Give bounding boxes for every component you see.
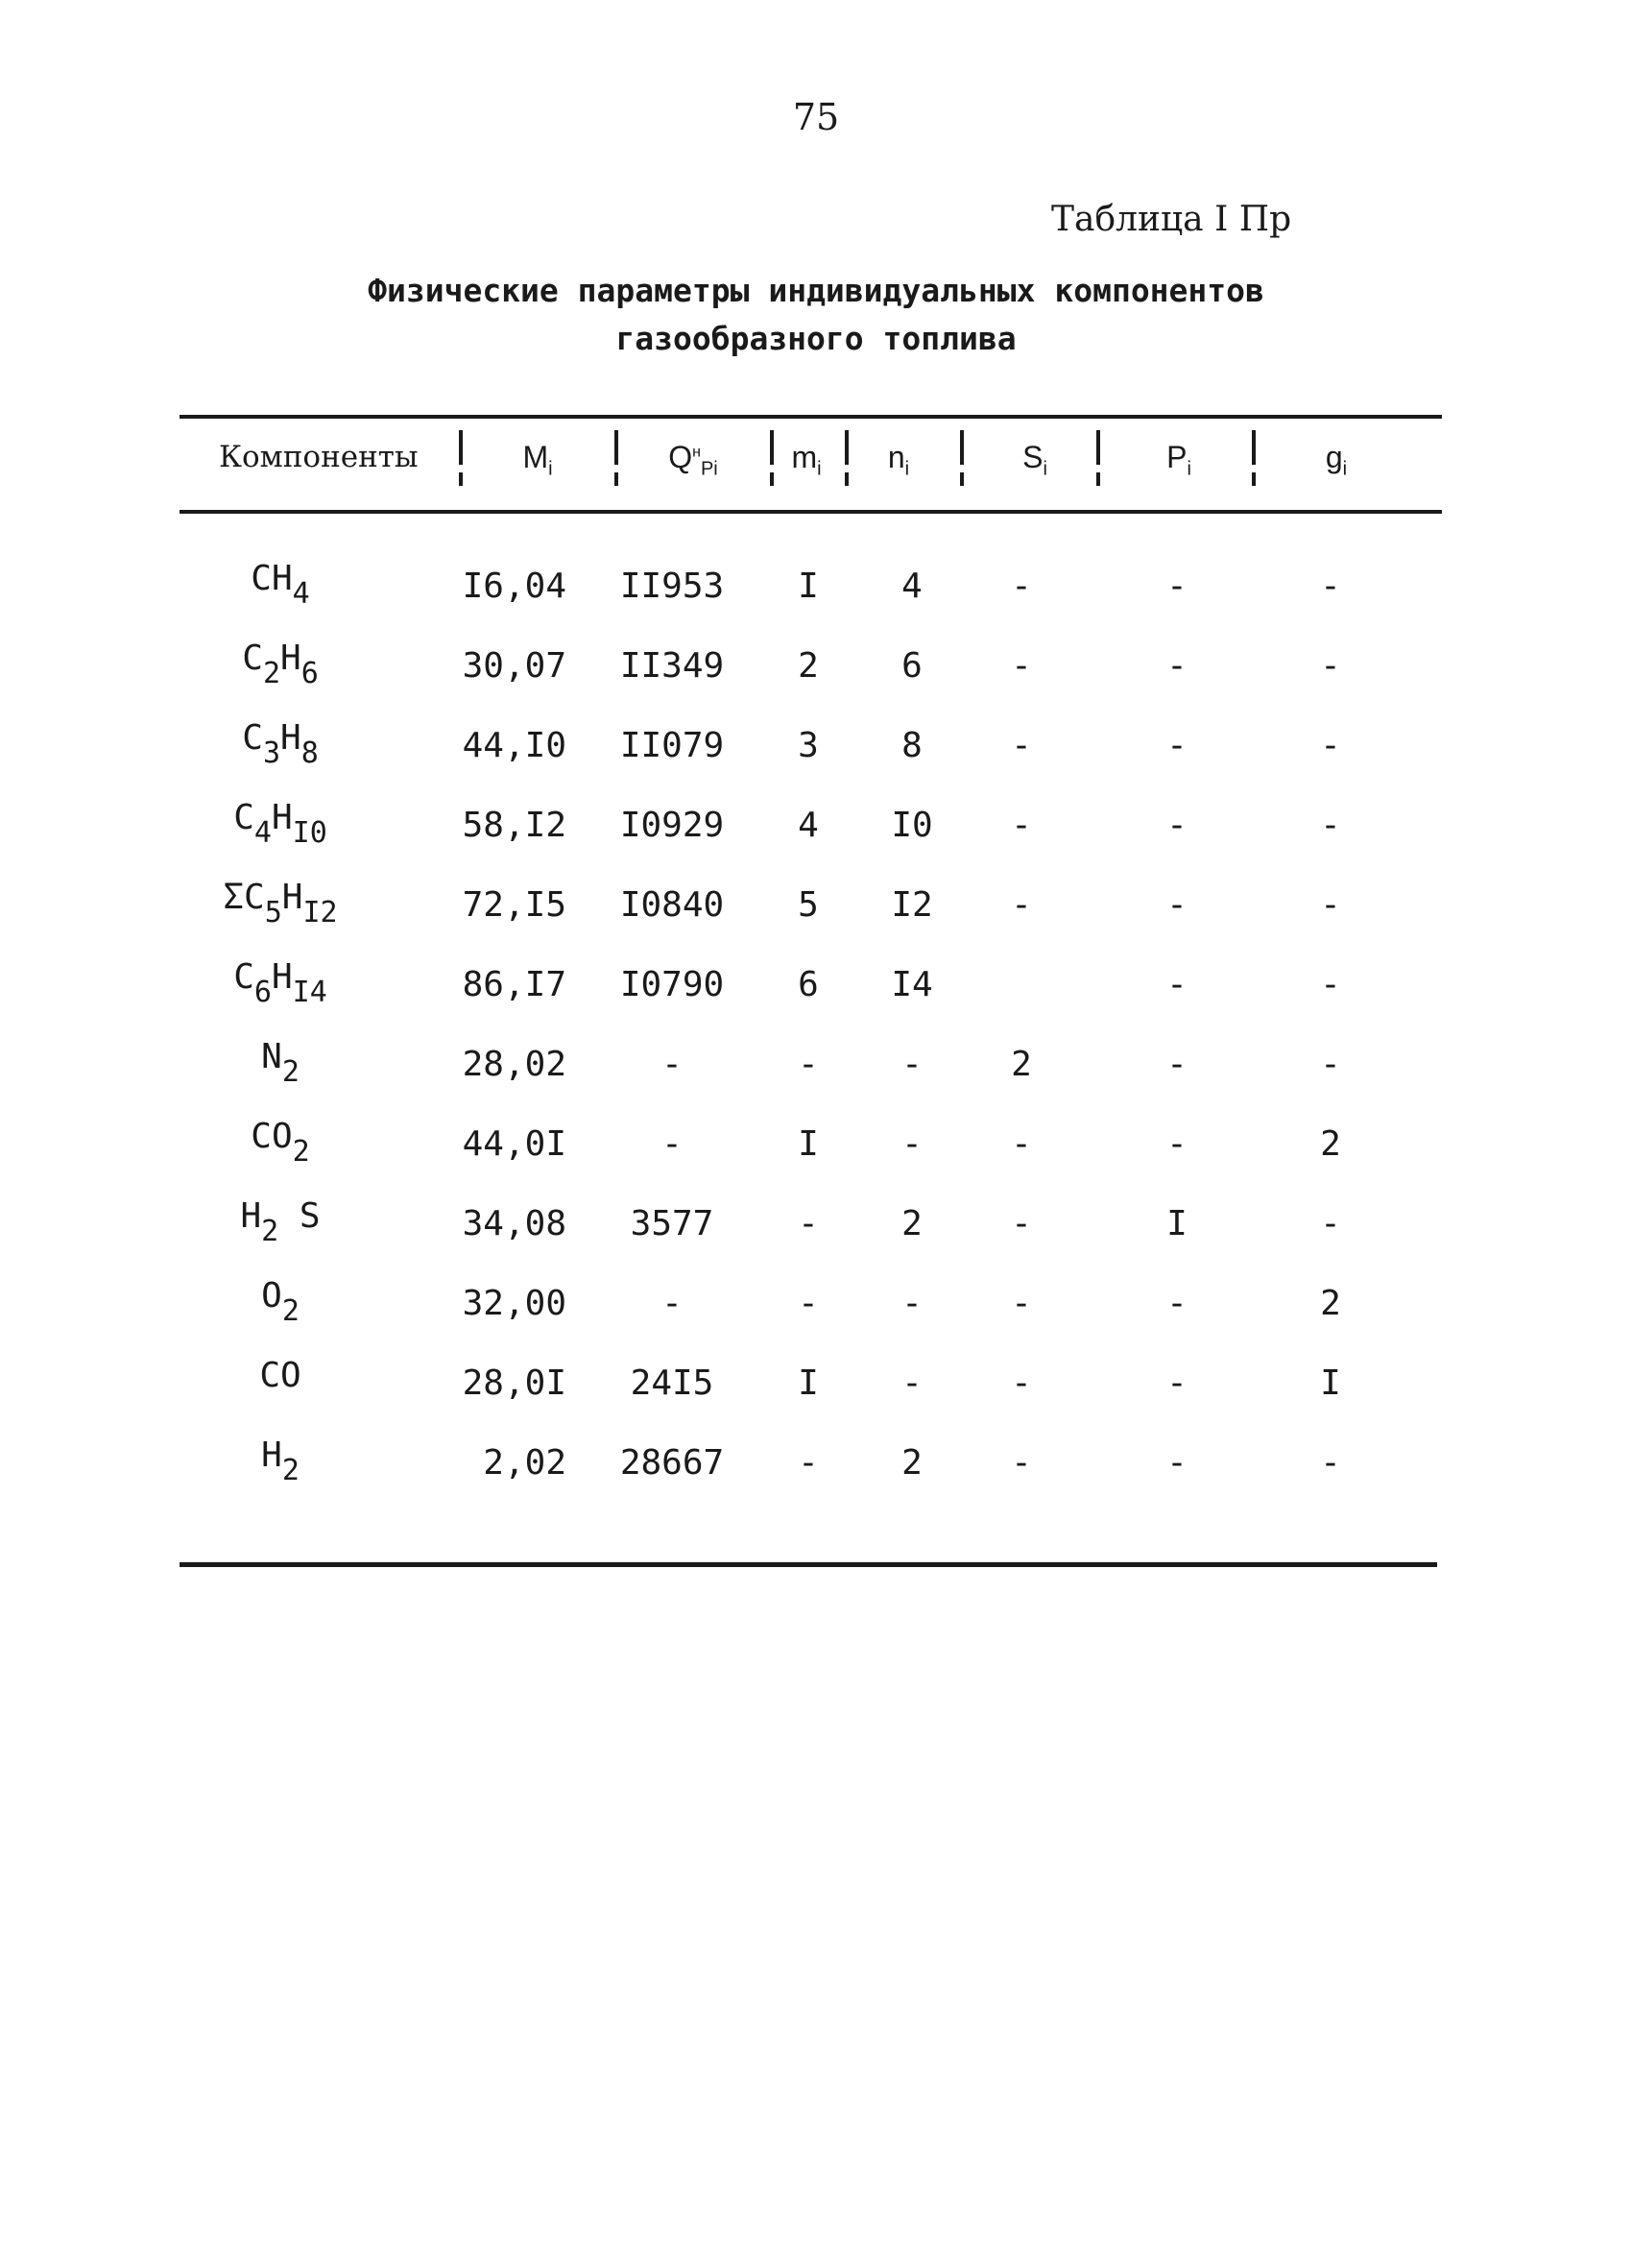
cell-g: - — [1320, 1204, 1341, 1243]
table-title — [173, 267, 1459, 363]
cell-component-formula — [251, 1117, 310, 1169]
cell-s: - — [1011, 1204, 1032, 1243]
cell-heating-value: II349 — [619, 646, 725, 686]
cell-component-formula — [251, 559, 310, 611]
formula-subscript: 2 — [262, 657, 280, 690]
cell-n: - — [901, 1045, 923, 1084]
cell-p: - — [1166, 806, 1188, 845]
table-top-rule — [180, 415, 1442, 419]
table-row — [0, 559, 1632, 643]
cell-m: - — [798, 1443, 819, 1483]
table-row — [0, 1117, 1632, 1201]
cell-p: - — [1166, 965, 1188, 1004]
header-p: $P_i$ — [1166, 440, 1191, 480]
formula-subscript: 3 — [262, 736, 280, 770]
cell-s: - — [1011, 1124, 1032, 1164]
formula-subscript: 6 — [253, 976, 272, 1009]
cell-molar-mass: 2,02 — [483, 1443, 566, 1483]
column-separator — [1096, 430, 1100, 490]
table-title-line-2: газообразного топлива — [615, 320, 1017, 357]
formula-element: H — [280, 639, 301, 678]
cell-n: 8 — [901, 726, 923, 765]
cell-p: - — [1166, 1124, 1188, 1164]
cell-s: 2 — [1011, 1045, 1032, 1084]
cell-component-formula — [261, 1037, 300, 1089]
cell-g: - — [1320, 1045, 1341, 1084]
cell-s: - — [1011, 806, 1032, 845]
formula-subscript: 8 — [300, 736, 319, 770]
formula-element: C — [233, 957, 254, 997]
formula-element: H — [271, 957, 293, 997]
formula-element: C — [233, 798, 254, 837]
formula-element: N — [261, 1037, 282, 1076]
cell-molar-mass: 72,I5 — [462, 885, 566, 925]
header-n: $n_i$ — [887, 440, 910, 480]
cell-molar-mass: I6,04 — [462, 567, 566, 606]
formula-element: C — [242, 718, 263, 758]
header-components: Компоненты — [219, 440, 419, 474]
cell-p: I — [1166, 1204, 1188, 1243]
cell-p: - — [1166, 1284, 1188, 1323]
cell-g: - — [1320, 806, 1341, 845]
cell-p: - — [1166, 885, 1188, 925]
cell-g: - — [1320, 646, 1341, 686]
cell-n: - — [901, 1284, 923, 1323]
cell-component-formula — [259, 1356, 300, 1395]
cell-n: I0 — [891, 806, 933, 845]
column-separator — [1252, 430, 1256, 490]
cell-m: I — [798, 1363, 819, 1403]
cell-component-formula — [240, 1196, 321, 1248]
cell-g: 2 — [1320, 1124, 1341, 1164]
formula-element: S — [278, 1196, 321, 1236]
cell-component-formula — [261, 1276, 300, 1328]
cell-component-formula — [261, 1436, 300, 1487]
cell-m: - — [798, 1045, 819, 1084]
cell-molar-mass: 44,0I — [462, 1124, 566, 1164]
formula-element: O — [261, 1276, 282, 1315]
cell-m: 2 — [798, 646, 819, 686]
formula-element: H — [281, 878, 303, 917]
formula-element: H — [261, 1436, 282, 1475]
cell-m: 6 — [798, 965, 819, 1004]
cell-g: - — [1320, 885, 1341, 925]
column-separator — [459, 430, 463, 490]
formula-subscript: 5 — [264, 896, 282, 929]
header-molar-mass: $M_i$ — [522, 440, 553, 480]
table-row — [0, 878, 1632, 962]
cell-m: 4 — [798, 806, 819, 845]
cell-s: - — [1011, 1443, 1032, 1483]
cell-heating-value: 3577 — [630, 1204, 714, 1243]
cell-m: - — [798, 1204, 819, 1243]
cell-m: I — [798, 567, 819, 606]
formula-subscript: 2 — [281, 1055, 300, 1089]
cell-s: - — [1011, 885, 1032, 925]
cell-component-formula — [233, 798, 327, 850]
cell-s: - — [1011, 1284, 1032, 1323]
cell-heating-value: I0790 — [619, 965, 725, 1004]
column-separator — [770, 430, 774, 490]
cell-p: - — [1166, 1045, 1188, 1084]
formula-subscript: 4 — [292, 577, 310, 611]
cell-heating-value: - — [661, 1124, 683, 1164]
cell-heating-value: II079 — [619, 726, 725, 765]
formula-subscript: 4 — [253, 816, 272, 850]
formula-subscript: I0 — [292, 816, 327, 850]
formula-element: H — [240, 1196, 262, 1236]
table-row — [0, 1436, 1632, 1520]
table-row — [0, 1356, 1632, 1440]
cell-molar-mass: 86,I7 — [462, 965, 566, 1004]
cell-g: I — [1320, 1363, 1341, 1403]
page-number: 75 — [792, 96, 840, 138]
formula-element: H — [280, 718, 301, 758]
cell-m: 3 — [798, 726, 819, 765]
cell-molar-mass: 30,07 — [462, 646, 566, 686]
table-row — [0, 957, 1632, 1042]
cell-s: - — [1011, 646, 1032, 686]
header-s: $S_i$ — [1022, 440, 1047, 480]
cell-heating-value: II953 — [619, 567, 725, 606]
header-m: $m_i$ — [791, 440, 822, 480]
column-separator — [614, 430, 618, 490]
cell-n: 2 — [901, 1443, 923, 1483]
cell-s: - — [1011, 1363, 1032, 1403]
formula-subscript: 6 — [300, 657, 319, 690]
cell-molar-mass: 32,00 — [462, 1284, 566, 1323]
cell-component-formula — [223, 878, 338, 929]
table-bottom-rule — [180, 1562, 1437, 1567]
cell-n: I2 — [891, 885, 933, 925]
table-row — [0, 798, 1632, 882]
formula-subscript: 2 — [292, 1135, 310, 1169]
cell-p: - — [1166, 646, 1188, 686]
formula-element: CO — [251, 1117, 293, 1156]
cell-molar-mass: 34,08 — [462, 1204, 566, 1243]
formula-subscript: 2 — [281, 1294, 300, 1328]
cell-heating-value: - — [661, 1284, 683, 1323]
cell-p: - — [1166, 1363, 1188, 1403]
cell-n: 4 — [901, 567, 923, 606]
cell-heating-value: I0929 — [619, 806, 725, 845]
cell-molar-mass: 44,I0 — [462, 726, 566, 765]
cell-p: - — [1166, 726, 1188, 765]
cell-heating-value: I0840 — [619, 885, 725, 925]
formula-subscript: 2 — [261, 1215, 279, 1248]
cell-molar-mass: 58,I2 — [462, 806, 566, 845]
cell-m: - — [798, 1284, 819, 1323]
cell-heating-value: 24I5 — [630, 1363, 714, 1403]
formula-element: ΣC — [223, 878, 265, 917]
cell-component-formula — [242, 718, 319, 770]
formula-subscript: I2 — [302, 896, 338, 929]
cell-s: - — [1011, 726, 1032, 765]
table-row — [0, 1276, 1632, 1361]
cell-molar-mass: 28,0I — [462, 1363, 566, 1403]
cell-m: I — [798, 1124, 819, 1164]
cell-n: 2 — [901, 1204, 923, 1243]
cell-heating-value: - — [661, 1045, 683, 1084]
formula-element: CH — [251, 559, 293, 598]
cell-n: 6 — [901, 646, 923, 686]
table-row — [0, 1196, 1632, 1281]
cell-g: - — [1320, 1443, 1341, 1483]
table-row — [0, 1037, 1632, 1122]
formula-subscript: 2 — [281, 1454, 300, 1487]
column-separator — [845, 430, 849, 490]
cell-g: - — [1320, 567, 1341, 606]
column-separator — [960, 430, 964, 490]
table-row — [0, 639, 1632, 723]
cell-g: - — [1320, 965, 1341, 1004]
cell-n: - — [901, 1363, 923, 1403]
cell-heating-value: 28667 — [619, 1443, 725, 1483]
formula-element: C — [242, 639, 263, 678]
cell-molar-mass: 28,02 — [462, 1045, 566, 1084]
formula-element: H — [271, 798, 293, 837]
cell-component-formula — [242, 639, 319, 690]
cell-m: 5 — [798, 885, 819, 925]
table-row — [0, 718, 1632, 803]
cell-n: - — [901, 1124, 923, 1164]
cell-p: - — [1166, 567, 1188, 606]
formula-element: CO — [259, 1356, 301, 1395]
cell-g: - — [1320, 726, 1341, 765]
cell-p: - — [1166, 1443, 1188, 1483]
cell-s: - — [1011, 567, 1032, 606]
table-title-line-1: Физические параметры индивидуальных компонентов — [368, 272, 1264, 309]
header-g: $g_i$ — [1325, 440, 1348, 480]
cell-g: 2 — [1320, 1284, 1341, 1323]
cell-component-formula — [233, 957, 327, 1009]
table-reference: Таблица I Пр — [1051, 200, 1292, 239]
table-header-rule — [180, 510, 1442, 514]
cell-n: I4 — [891, 965, 933, 1004]
header-heating-value: $Q^н_{Pi}$ — [668, 440, 718, 480]
formula-subscript: I4 — [292, 976, 327, 1009]
